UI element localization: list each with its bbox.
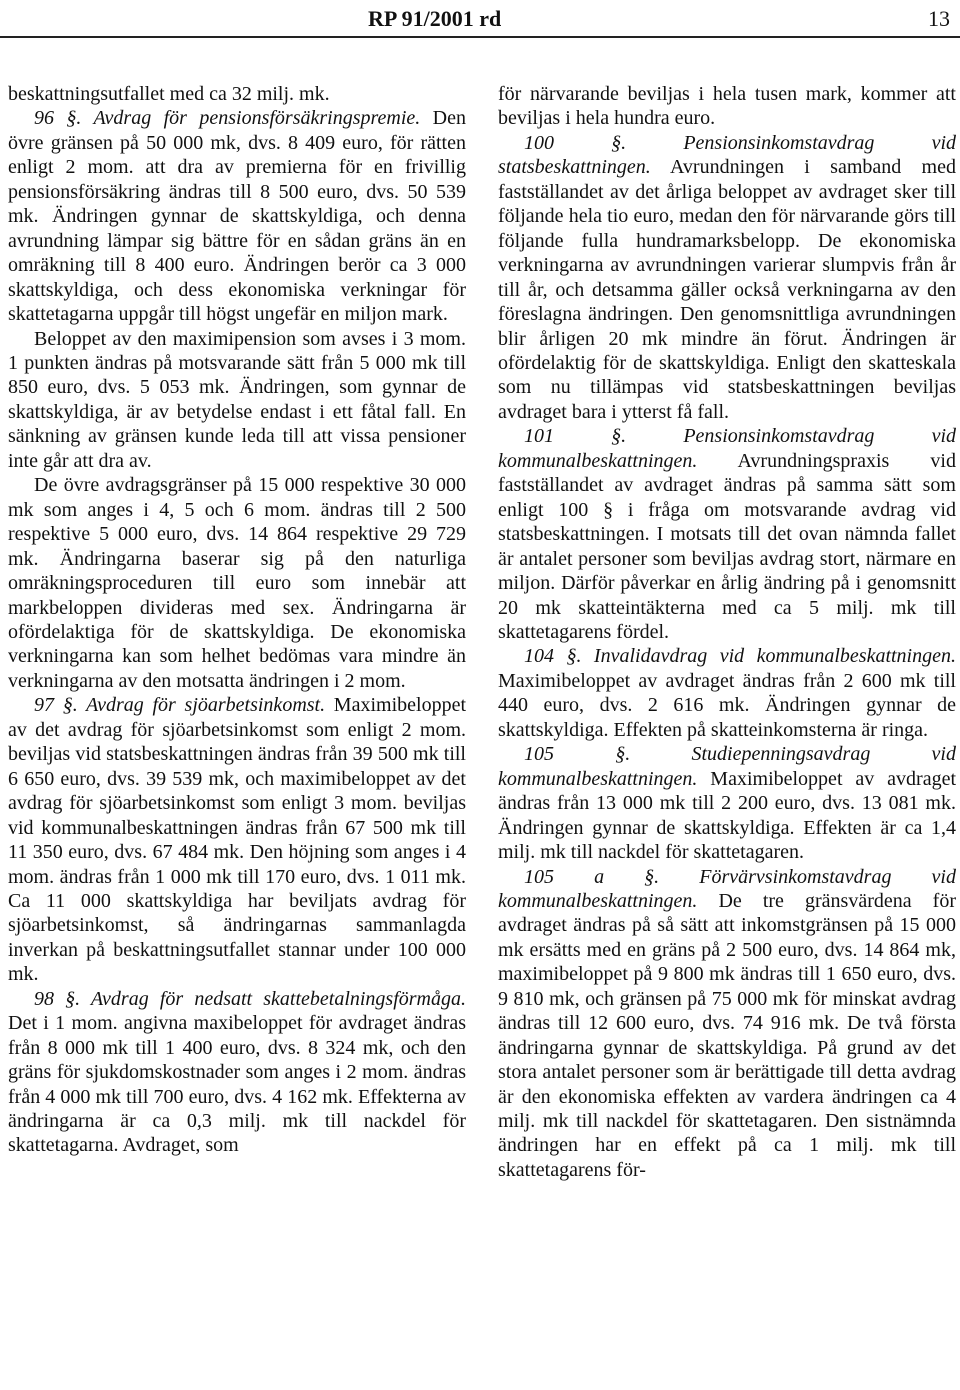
section-105a-paragraph: 105 a §. Förvärvsinkomstavdrag vid kommunalbeskattningen. De tre gränsvärdena för avdraget ändras på så sätt att inkomstgränsen på 15 000 mk ersätts med en gräns på 2 500 euro, dvs. 14 864 mk, maximibeloppet på 9 800 mk ändras till 1 650 euro, dvs. 9 810 mk, och gränsen på 75 000 mk för minskat avdrag ändras till 12 600 euro, dvs. 74 916 mk. De två första ändringarna gynnar de skattskyldiga. På grund av det stora antalet personer som är berättigade till detta avdrag är den ekonomiska effekten av vardera ändringen ca 4 milj. mk till nackdel för skattetagaren. Den sistnämnda ändringen har en effekt på ca 1 milj. mk till skattetagarens för- <box>498 865 956 1181</box>
section-heading: 105 §. Studiepenningsavdrag vid kommunalbeskattningen. <box>498 743 956 790</box>
section-heading: 105 a §. Förvärvsinkomstavdrag vid kommunalbeskattningen. <box>498 865 956 912</box>
section-96-paragraph: 96 §. Avdrag för pensionsförsäkringspremie. Den övre gränsen på 50 000 mk, dvs. 8 409 euro, för rätten enligt 2 mom. att dra av premierna för en frivillig pensionsförsäkring ändras till 8 500 euro, dvs. 50 539 mk. Ändringen gynnar de skattskyldiga, och denna avrundning lämpar sig bättre för en sådan gräns än en omräkning till 8 400 euro. Ändringen berör ca 3 000 skattskyldiga, och dess ekonomiska verkningar för skattetagarna uppgår till högst ungefär en miljon mark. <box>8 107 467 326</box>
section-heading: 96 §. Avdrag för pensionsförsäkringspremie. <box>34 107 421 130</box>
section-heading: 98 §. Avdrag för nedsatt skattebetalningsförmåga. <box>34 987 466 1010</box>
header-rule <box>0 36 960 38</box>
section-heading: 104 §. Invalidavdrag vid kommunalbeskattningen. <box>524 645 956 668</box>
section-98-paragraph: 98 §. Avdrag för nedsatt skattebetalningsförmåga. Det i 1 mom. angivna maxibeloppet för avdraget ändras från 8 000 mk till 1 400 euro, dvs. 8 324 mk, och den gräns för sjukdomskostnader som anges i 2 mom. ändras från 4 000 mk till 700 euro, dvs. 4 162 mk. Effekterna av ändringarna är ca 0,3 milj. mk till nackdel för skattetagarna. Avdraget, som <box>8 987 466 1157</box>
section-101-paragraph: 101 §. Pensionsinkomstavdrag vid kommunalbeskattningen. Avrundningspraxis vid fastställandet av avdraget ändras på samma sätt som enligt 100 § i fråga om motsvarande avdrag vid statsbeskattningen. I motsats till det ovan nämnda fallet är antalet personer som beviljas avdrag stort, närmare en miljon. Därför påverkar en årlig ändring på i genomsnitt 20 mk skatteintäkterna med ca 5 milj. mk till skattetagarens fördel. <box>498 425 956 643</box>
section-heading: 101 §. Pensionsinkomstavdrag vid kommunalbeskattningen. <box>498 425 956 472</box>
page-number: 13 <box>928 6 950 31</box>
paragraph: De övre avdragsgränser på 15 000 respektive 30 000 mk som anges i 4, 5 och 6 mom. ändras till 2 500 respektive 5 000 euro, dvs. 14 864 respektive 29 729 mk. Ändringarna baserar sig på den naturliga omräkningsproceduren till euro som innebär att markbeloppen divideras med sex. Ändringarna är ofördelaktiga för de skattskyldiga. De ekonomiska verkningarna kan som helhet bedömas vara mindre än verkningarna av den motsatta ändringen i 2 mom. <box>8 474 466 692</box>
right-column <box>498 82 956 1182</box>
page-header <box>0 0 960 36</box>
paragraph: Beloppet av den maximipension som avses i 3 mom. 1 punkten ändras på motsvarande sätt från 5 000 mk till 850 euro, dvs. 5 053 mk. Ändringen, som gynnar de skattskyldiga, är av betydelse endast i ett fåtal fall. En sänkning av gränsen kunde leda till att vissa pensioner inte går att dra av. <box>8 327 466 472</box>
section-heading: 97 §. Avdrag för sjöarbetsinkomst. <box>34 694 326 717</box>
section-100-paragraph: 100 §. Pensionsinkomstavdrag vid statsbeskattningen. Avrundningen i samband med fastställandet av det årliga beloppet av avdraget sker till följande hela tio euro, medan den för närvarande görs till följande fulla hundramarksbelopp. De ekonomiska verkningarna av avrundningen varierar slumpvis från år till år, och detsamma gäller också verkningarna av den föreslagna ändringen. Den genomsnittliga avrundningen blir årligen 20 mk mindre än förut. Ändringen är ofördelaktig för de skattskyldiga. Enligt den skatteskala som nu tillämpas vid statsbeskattningen beviljas avdraget bara i ytterst få fall. <box>498 131 956 423</box>
paragraph: för närvarande beviljas i hela tusen mark, kommer att beviljas i hela hundra euro. <box>498 83 956 130</box>
document-title: RP 91/2001 rd <box>368 6 502 31</box>
section-97-paragraph: 97 §. Avdrag för sjöarbetsinkomst. Maximibeloppet av det avdrag för sjöarbetsinkomst som enligt 2 mom. beviljas vid statsbeskattningen ändras från 39 500 mk till 6 650 euro, dvs. 39 539 mk, och maximibeloppet av det avdrag för sjöarbetsinkomst som enligt 3 mom. beviljas vid kommunalbeskattningen ändras från 67 500 mk till 11 350 euro, dvs. 67 484 mk. Den höjning som anges i 4 mom. ändras från 1 000 mk till 170 euro, dvs. 1 011 mk. Ca 11 000 skattskyldiga har beviljats avdrag för sjöarbetsinkomst, så ändringarnas sammanlagda inverkan på beskattningsutfallet stannar under 100 000 mk. <box>8 694 467 986</box>
section-104-paragraph: 104 §. Invalidavdrag vid kommunalbeskattningen. Maximibeloppet av avdraget ändras från 2 600 mk till 440 euro, dvs. 2 616 mk. Ändringen gynnar de skattskyldiga. Effekten på skatteinkomsterna är ringa. <box>498 645 956 741</box>
section-105-paragraph: 105 §. Studiepenningsavdrag vid kommunalbeskattningen. Maximibeloppet av avdraget ändras från 13 000 mk till 2 200 euro, dvs. 13 081 mk. Ändringen gynnar de skattskyldiga. Effekten är ca 1,4 milj. mk till nackdel för skattetagaren. <box>498 743 956 864</box>
paragraph: beskattningsutfallet med ca 32 milj. mk. <box>8 83 330 105</box>
section-heading: 100 §. Pensionsinkomstavdrag vid statsbeskattningen. <box>498 131 956 179</box>
left-column <box>8 82 466 1158</box>
